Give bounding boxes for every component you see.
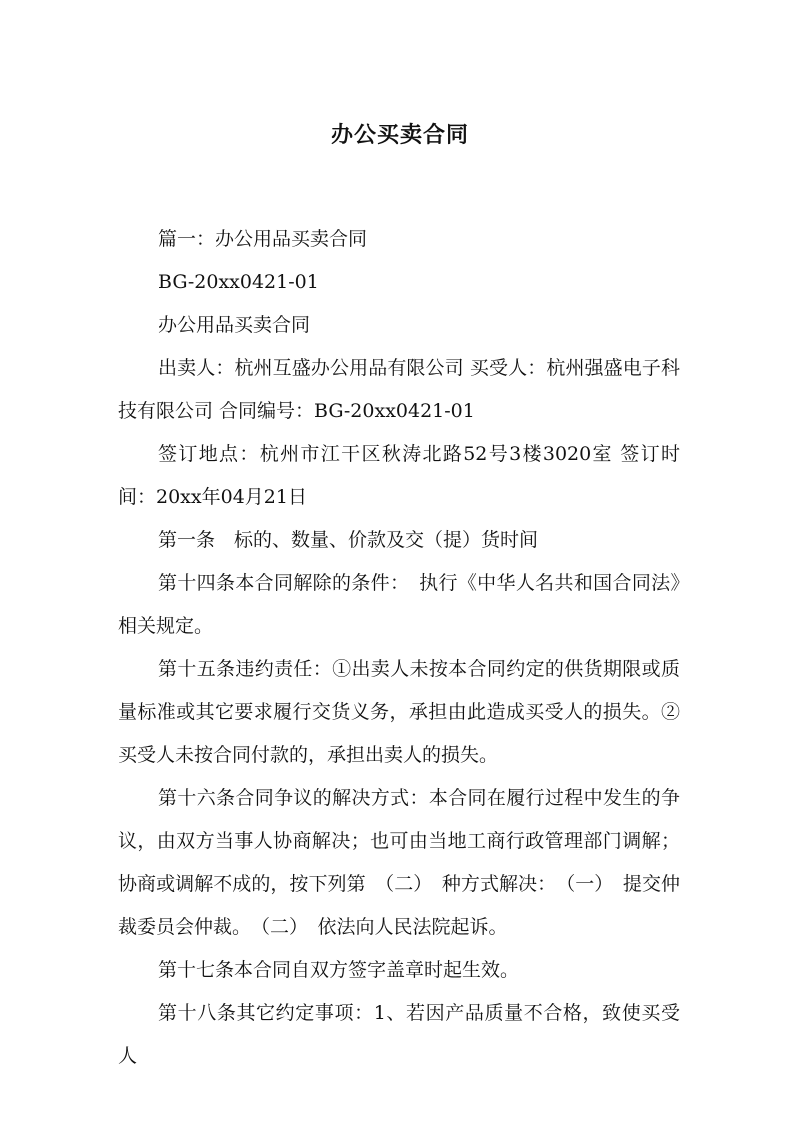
- paragraph-contract-code: BG-20xx0421-01: [158, 271, 319, 293]
- document-body: [118, 218, 680, 1078]
- paragraph-article-17: 第十七条本合同自双方签字盖章时起生效。: [158, 959, 520, 981]
- document-title: 办公买卖合同: [330, 122, 469, 148]
- paragraph-heading-part-one: 篇一：办公用品买卖合同: [158, 228, 368, 250]
- paragraph-article-1: 第一条 标的、数量、价款及交（提）货时间: [158, 529, 539, 551]
- paragraph-parties: 出卖人：杭州互盛办公用品有限公司 买受人：杭州强盛电子科技有限公司 合同编号：BG-20xx0421-01: [118, 357, 680, 422]
- paragraph-article-15: 第十五条违约责任：①出卖人未按本合同约定的供货期限或质量标准或其它要求履行交货义务，承担由此造成买受人的损失。②买受人未按合同付款的，承担出卖人的损失。: [118, 658, 680, 766]
- paragraph-article-16: 第十六条合同争议的解决方式：本合同在履行过程中发生的争议，由双方当事人协商解决；也可由当地工商行政管理部门调解；协商或调解不成的，按下列第 （二） 种方式解决： （一） 提交仲裁委员会仲裁。 （二） 依法向人民法院起诉。: [118, 787, 680, 938]
- paragraph-article-14: 第十四条本合同解除的条件： 执行《中华人名共和国合同法》相关规定。: [118, 572, 680, 637]
- paragraph-signing-info: 签订地点：杭州市江干区秋涛北路52号3楼3020室 签订时间：20xx年04月21日: [118, 443, 680, 508]
- paragraph-contract-name: 办公用品买卖合同: [158, 314, 311, 336]
- paragraph-article-18: 第十八条其它约定事项：1、若因产品质量不合格，致使买受人: [118, 1002, 680, 1067]
